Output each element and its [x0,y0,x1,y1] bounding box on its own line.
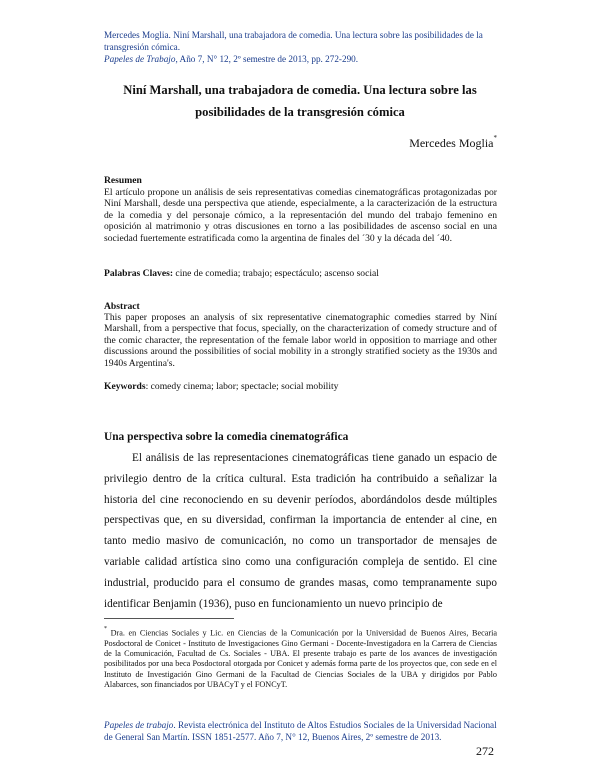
keywords-label: Keywords [104,381,146,392]
keywords [104,381,338,392]
footnote [104,626,497,690]
palabras-claves [104,268,379,279]
author-footnote-mark[interactable]: * [493,134,497,142]
abstract-heading: Abstract [104,301,140,312]
running-header-issue: , Año 7, N° 12, 2º semestre de 2013, pp. 272-290. [175,54,359,65]
section-body: El análisis de las representaciones cinematográficas tiene ganado un espacio de privilegio dentro de la crítica cultural. Esta tradición ha contribuido a señalizar la historia del cine reconociendo en su devenir períodos, abordándolos desde múltiples perspectivas que, en su diversidad, confirman la importancia de entender al cine, en tanto medio masivo de comunicación, no como un transportador de mensajes de variable calidad artística sino como una configuración compleja de sentido. El cine industrial, producido para el consumo de grandes masas, como tempranamente supo identificar Benjamin (1936), puso en funcionamiento un nuevo principio de [104,452,497,610]
palabras-claves-label: Palabras Claves: [104,268,174,279]
page-number: 272 [476,744,494,758]
author [409,136,497,151]
article-title: Niní Marshall, una trabajadora de comedia. Una lectura sobre las posibilidades de la transgresión cómica [123,83,477,119]
resumen-heading: Resumen [104,175,142,186]
section-heading: Una perspectiva sobre la comedia cinematográfica [104,431,349,443]
footer-journal: Papeles de trabajo [104,720,174,730]
footnote-mark: * [104,626,107,632]
running-header-line: Mercedes Moglia. Niní Marshall, una trabajadora de comedia. Una lectura sobre las posibilidades de la transgresión cómica. [104,30,483,53]
running-header-journal: Papeles de Trabajo [104,54,176,65]
page-footer [104,720,504,743]
footnote-divider [104,618,234,619]
palabras-claves-list: cine de comedia; trabajo; espectáculo; ascenso social [173,268,379,279]
author-name: Mercedes Moglia [409,136,494,150]
keywords-list: : comedy cinema; labor; spectacle; social mobility [145,381,339,392]
footer-text: . Revista electrónica del Instituto de Altos Estudios Sociales de la Universidad Nacional de General San Martín. ISSN 1851-2577. Año 7, N° 12, Buenos Aires, 2º semestre de 2013. [104,720,497,742]
resumen-text: El artículo propone un análisis de seis representativas comedias cinematográficas protagonizadas por Niní Marshall, desde una perspectiva que atiende, especialmente, a la caracterización de la estructura de la comedia y del personaje cómico, a la representación del mundo del trabajo femenino en oposición al matrimonio y otras discusiones en torno a las posibilidades de ascenso social en una sociedad fuertemente estratificada como la argentina de finales del ´30 y la década del ´40. [104,187,497,244]
footnote-text: Dra. en Ciencias Sociales y Lic. en Ciencias de la Comunicación por la Universidad de Buenos Aires, Becaria Posdoctoral de Conicet - Instituto de Investigaciones Gino Germani - Docente-Investigadora en la Carrera de Ciencias de la Comunicación, Facultad de Cs. Sociales - UBA. El presente trabajo es parte de los avances de investigación posibilitados por una beca Posdoctoral otorgada por Conicet y además forma parte de los proyectos que, con sede en el Instituto de Investigación Gino Germani de la Facultad de Ciencias Sociales de la UBA y dirigidos por Pablo Alabarces, son financiados por UBACyT y el FONCyT. [104,628,497,689]
abstract-text: This paper proposes an analysis of six representative cinematographic comedies starred by Niní Marshall, from a perspective that focus, specially, on the characterization of comedy structure and of the comic character, the representation of the female labor world in opposition to marriage and other discussions around the possibilities of social mobility in a strongly stratified society as the 1930s and 1940s Argentina's. [104,312,497,369]
running-header [104,29,504,66]
